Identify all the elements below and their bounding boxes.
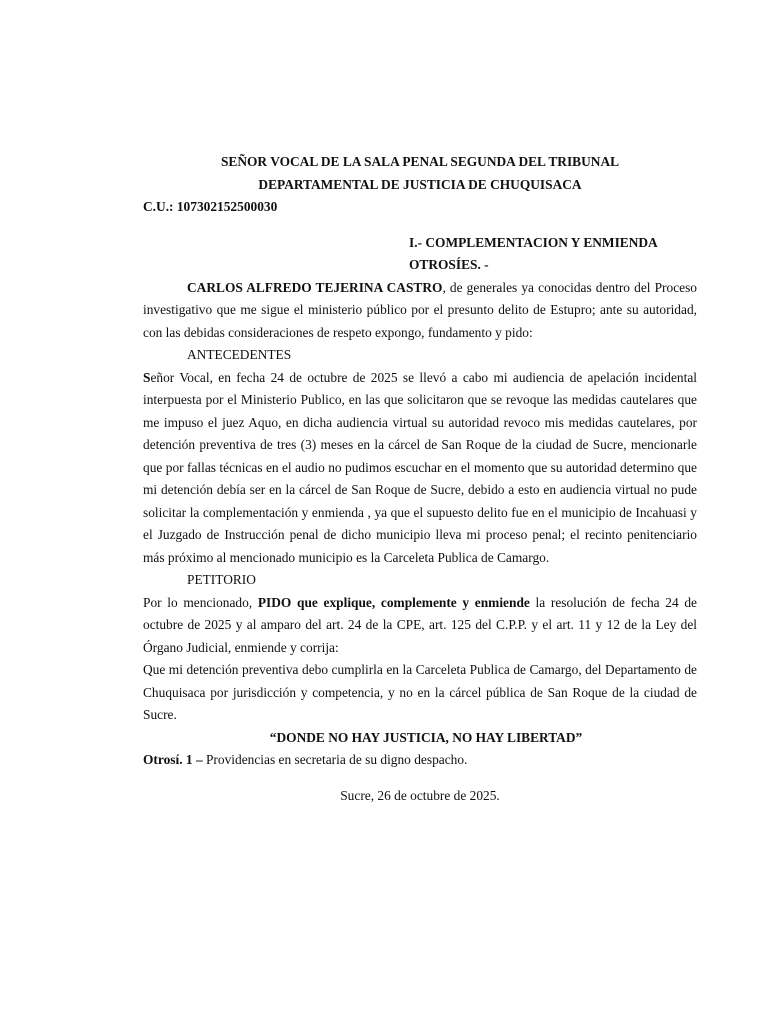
petitorio-lead: Por lo mencionado, [143, 594, 258, 610]
otrosi-label: Otrosí. 1 – [143, 752, 203, 767]
closing-quote: “DONDE NO HAY JUSTICIA, NO HAY LIBERTAD” [269, 729, 583, 745]
title-prefix: I [409, 234, 415, 250]
otrosi-line [143, 749, 697, 772]
intro-paragraph [143, 277, 697, 345]
petitioner-name: CARLOS ALFREDO TEJERINA CASTRO [187, 279, 443, 295]
otrosi-text: Providencias en secretaria de su digno despacho. [202, 752, 468, 767]
intro-text: , de generales ya conocidas dentro del Proceso investigativo que me sigue el ministerio público por el presunto delito de Estupro; ante su autoridad, con las debidas consideraciones de respeto expongo, fundamento y pido: [143, 279, 697, 340]
place-date: Sucre, 26 de octubre de 2025. [340, 787, 500, 803]
document-body [143, 151, 697, 807]
case-number [143, 196, 697, 219]
addressee-line-1: SEÑOR VOCAL DE LA SALA PENAL SEGUNDA DEL TRIBUNAL [220, 154, 620, 169]
spacer [143, 772, 697, 785]
antecedentes-first-letter: S [143, 369, 151, 385]
petitorio-rest: la resolución de fecha 24 de octubre de 2025 y al amparo del art. 24 de la CPE, art. 125 del C.P.P. y el art. 11 y 12 de la Ley del Órgano Judicial, enmiende y corrija: [143, 594, 697, 655]
title-line-1-text: .- COMPLEMENTACION Y ENMIENDA [414, 234, 658, 250]
petitorio-request: PIDO que explique, complemente y enmiende [257, 594, 530, 610]
petitorio-paragraph [143, 592, 697, 660]
title-line-1 [409, 232, 697, 255]
petitorio-heading: PETITORIO [187, 572, 256, 587]
title-line-2: OTROSÍES. - [409, 257, 489, 272]
antecedentes-paragraph [143, 367, 697, 570]
case-number-label: C.U.: [143, 199, 174, 214]
petitorio-second-paragraph: Que mi detención preventiva debo cumplirla en la Carceleta Publica de Camargo, del Departamento de Chuquisaca por jurisdicción y competencia, y no en la cárcel pública de San Roque de la ciudad de Sucre. [143, 662, 697, 722]
case-number-value: 107302152500030 [176, 199, 278, 214]
antecedentes-heading: ANTECEDENTES [187, 347, 292, 362]
antecedentes-text: eñor Vocal, en fecha 24 de octubre de 2025 se llevó a cabo mi audiencia de apelación incidental interpuesta por el Ministerio Publico, en las que solicitaron que se revoque las medidas cautelares que me impuso el juez Aquo, en dicha audiencia virtual su autoridad revoco mis medidas cautelares, por detención preventiva de tres (3) meses en la cárcel de San Roque de la ciudad de Sucre, mencionarle que por fallas técnicas en el audio no pudimos escuchar en el momento que su autoridad determino que mi detención debía ser en la cárcel de San Roque de Sucre, debido a esto en audiencia virtual no pude solicitar la complementación y enmienda , ya que el supuesto delito fue en el municipio de Incahuasi y el Juzgado de Instrucción penal de dicho municipio lleva mi proceso penal; el recinto penitenciario más próximo al mencionado municipio es la Carceleta Publica de Camargo. [143, 369, 697, 565]
addressee-line-2: DEPARTAMENTAL DE JUSTICIA DE CHUQUISACA [258, 176, 582, 192]
document-title [409, 232, 697, 277]
